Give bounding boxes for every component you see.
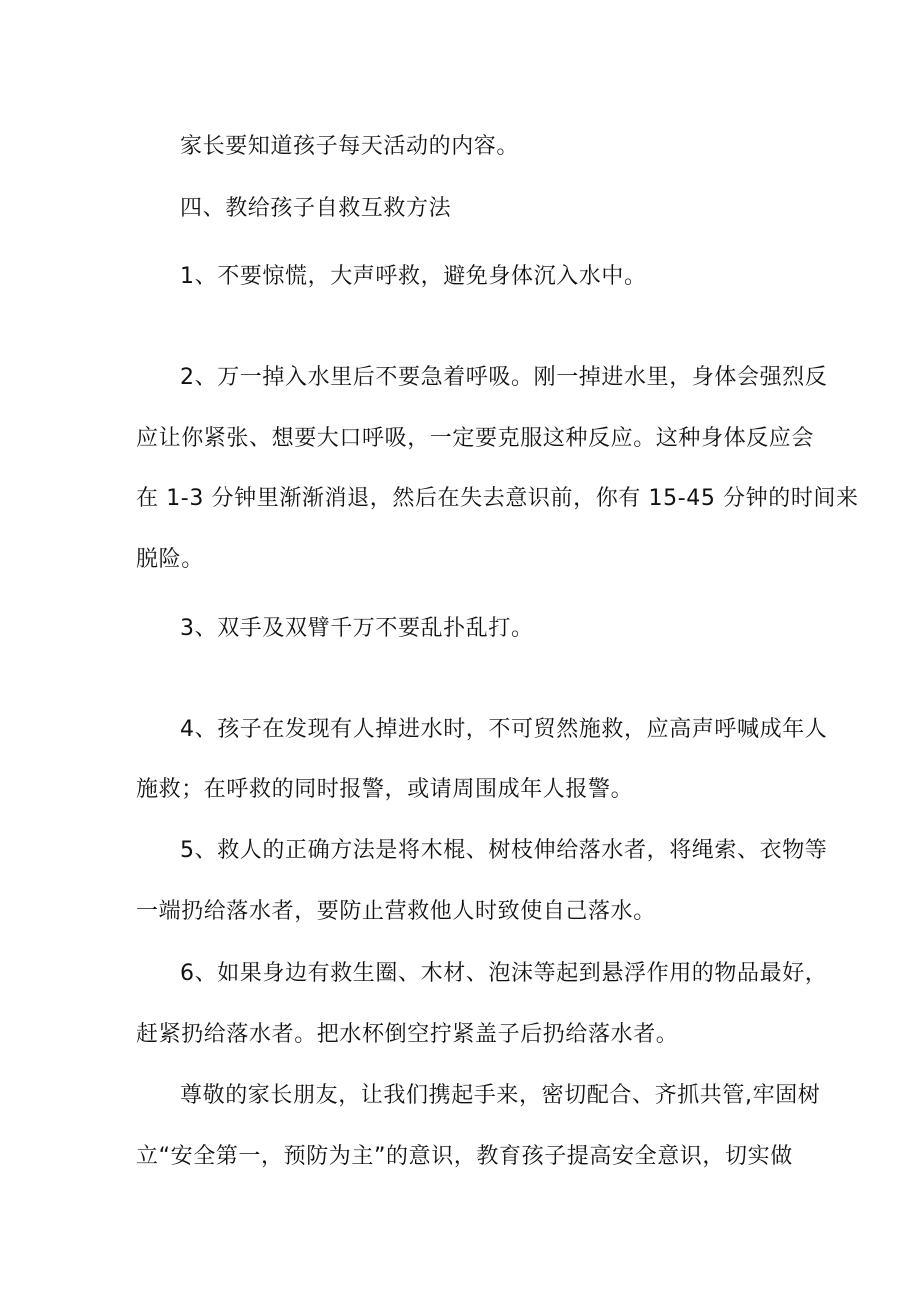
list-item-6-line-2: 赶紧扔给落水者。把水杯倒空拧紧盖子后扔给落水者。 [136, 1022, 679, 1047]
list-item-2-line-2: 应让你紧张、想要大口呼吸，一定要克服这种反应。这种身体反应会 [136, 426, 815, 451]
list-item-2-line-3: 在 1-3 分钟里渐渐消退，然后在失去意识前，你有 15-45 分钟的时间来 [136, 486, 859, 511]
paragraph-line: 家长要知道孩子每天活动的内容。 [180, 134, 520, 159]
list-item-5-line-2: 一端扔给落水者，要防止营救他人时致使自己落水。 [136, 899, 656, 924]
list-item-4-line-2: 施救；在呼救的同时报警，或请周围成年人报警。 [136, 777, 634, 802]
list-item-4-line-1: 4、孩子在发现有人掉进水时，不可贸然施救，应高声呼喊成年人 [180, 717, 828, 742]
list-item-1: 1、不要惊慌，大声呼救，避免身体沉入水中。 [180, 264, 647, 289]
list-item-5-line-1: 5、救人的正确方法是将木棍、树枝伸给落水者，将绳索、衣物等 [180, 838, 828, 863]
list-item-6-line-1: 6、如果身边有救生圈、木材、泡沫等起到悬浮作用的物品最好， [180, 961, 828, 986]
list-item-2-line-1: 2、万一掉入水里后不要急着呼吸。刚一掉进水里，身体会强烈反 [180, 365, 828, 390]
list-item-3: 3、双手及双臂千万不要乱扑乱打。 [180, 616, 534, 641]
list-item-2-line-4: 脱险。 [136, 547, 204, 572]
section-heading: 四、教给孩子自救互救方法 [180, 196, 452, 221]
closing-paragraph-line-2: 立“安全第一，预防为主”的意识，教育孩子提高安全意识，切实做 [136, 1144, 793, 1169]
closing-paragraph-line-1: 尊敬的家长朋友，让我们携起手来，密切配合、齐抓共管,牢固树 [180, 1083, 821, 1108]
